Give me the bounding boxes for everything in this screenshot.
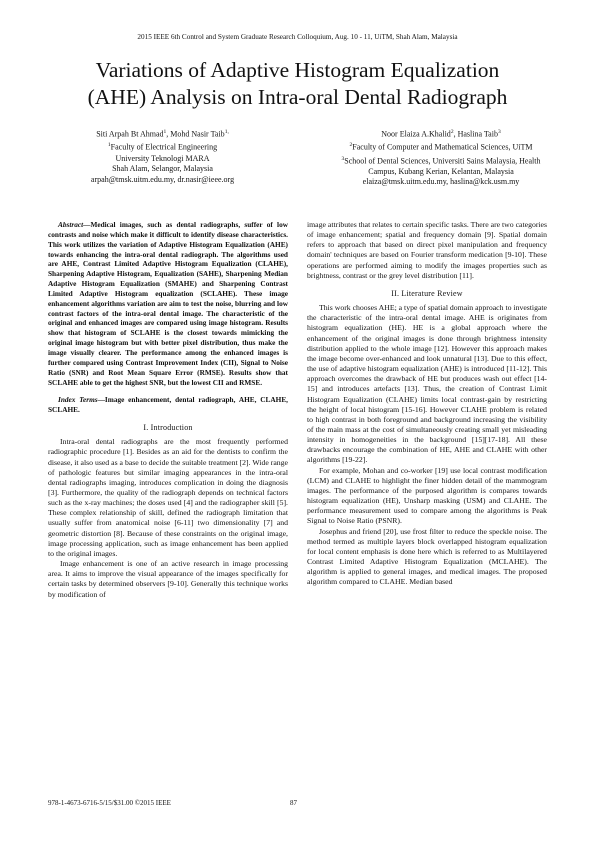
intro-paragraph-1: Intra-oral dental radiographs are the most frequently performed radiographic procedure [1]. Besides as an aid for the dentists to confirm the disease, it also used as a base to decide the suitable treatment [2]. Wide range of pathologic features but similar imaging appearances in the intra-oral dental radiographs imaging, introduces complication in doing the diagnosis [3]. Furthermore, the quality of the radiograph depends on technical factors such as the x-ray machines; the doses used [4] and the radiographer skill [5]. These complex relationship of skill, defined the radiograph limitation that usually suffer from anatomical noise [6-11] two dimensionality [7] and geometric distortion [8]. Because of these constraints on the original image, image processing application, such as image enhancement has been applied to the original images. xyxy=(48,437,288,558)
footer-isbn: 978-1-4673-6716-5/15/$31.00 ©2015 IEEE xyxy=(48,799,171,807)
paper-title xyxy=(30,57,565,111)
affiliation-left: $^1$Faculty of Electrical Engineering xyxy=(107,142,218,152)
page-number: 87 xyxy=(290,799,297,807)
affiliation-right-1: $^2$Faculty of Computer and Mathematical Sciences, UiTM xyxy=(349,142,533,152)
section-heading-literature-review: II. Literature Review xyxy=(391,288,463,298)
intro-paragraph-continued: image attributes that relates to certain specific tasks. There are two categories of image enhancement; spatial and frequency domain [9]. Spatial domain refers to approach that based on direct pixel manipulation and frequency domain' techniques are based on Fourier transform medication [9-10]. These operations are performed aiming to modify the images properties such as brightness, contrast or the grey level distribution [11]. xyxy=(307,220,548,280)
abstract-text: —Medical images, such as dental radiographs, suffer of low contrasts and noise which make it difficult to identify disease characteristics. This work utilizes the variation of Adaptive Histogram Equalization (AHE) towards enhancing the intra-oral dental radiograph. The algorithms used are AHE, Contrast Limited Adaptive Histogram Equalization (CLAHE), Sharpening Adaptive Histogram, Equalization (SAHE), Sharpening Median Adaptive Histogram Equalization (SMAHE) and Sharpening Contrast Limited Adaptive Histogram equalization (SCLAHE). These image enhancement algorithms variation are aim to test the noise, blurring and low contrast factors of the intra-oral dental image. The characteristic of the original and enhanced images are compared using image histogram. Results show that histogram of SCLAHE is the closest towards mimicking the original image histogram but with better pixel distribution, thus make the image visually clearer. The performance among the enhanced images is further compared using Contrast Improvement Index (CII), Signal to Noise Ratio (SNR) and Root Mean Square Error (RMSE). Results show that SCLAHE able to get the highest SNR, but the lowest CII and RMSE. xyxy=(48,220,288,387)
author-block-left xyxy=(40,127,285,185)
title-line-1: Variations of Adaptive Histogram Equalization xyxy=(95,58,500,82)
location-right: Campus, Kubang Kerian, Kelantan, Malaysia xyxy=(368,166,514,176)
section-heading-introduction: I. Introduction xyxy=(143,423,193,433)
title-line-2: (AHE) Analysis on Intra-oral Dental Radiograph xyxy=(87,85,508,109)
index-terms-text: —Image enhancement, dental radiograph, AHE, CLAHE, SCLAHE. xyxy=(48,395,289,415)
right-column xyxy=(307,220,547,587)
literature-paragraph-1: This work chooses AHE; a type of spatial domain approach to investigate the characteristic of the intra-oral dental image. AHE is originates from histogram equalization (HE). HE is a global approach where the enhancement of the original images is done through brightness intensity distribution applied to the whole image [12]. However this approach makes the image become over-enhanced and look unnatural [13]. Due to this effect, the use of adaptive histogram equalization (AHE) is introduced [11-12]. This approach overcomes the drawback of HE but produces wash out effect [14-15] and introduces artefacts [13]. Thus, the creation of Contrast Limit Histogram Equalization (CLAHE) limits local contrast-gain by restricting the height of local histogram [15-16]. However CLAHE problem is related to high contrast in both foreground and background increasing the visibility of the main mass at the cost of simultaneously creating small yet misleading intensity in homogeneities in the background [15][17-18]. All these drawbacks encourage the combination of HE, AHE and CLAHE with other algorithms [19-22]. xyxy=(307,303,547,465)
literature-paragraph-2: For example, Mohan and co-worker [19] use local contrast modification (LCM) and CLAHE to highlight the finer hidden detail of the mammogram images. The performance of the purposed algorithm is compares towards histogram equalization (HE), Unsharp masking (USM) and CLAHE. The performance measurement used to compare among the algorithms is Peak Signal to Noise Ratio (PSNR). xyxy=(307,465,547,526)
conference-header: 2015 IEEE 6th Control and System Graduate Research Colloquium, Aug. 10 - 11, UiTM, Shah Alam, Malaysia xyxy=(137,33,458,41)
intro-paragraph-2: Image enhancement is one of an active research in image processing area. It aims to improve the visual appearance of the images specifically for certain tasks by determined observers [9-10]. Generally this technique works by modification of xyxy=(48,559,288,599)
index-terms xyxy=(48,395,288,415)
literature-paragraph-3: Josephus and friend [20], use frost filter to reduce the speckle noise. The method termed as multiple layers block overlapped histogram equalization for local content emphasis is done here which is referred to as Multilayered Contrast Limited Adaptive Histogram Equalization (MCLAHE). The algorithm is applied to general images, and medical images. The proposed algorithm compared to CLAHE. Median based xyxy=(307,526,547,587)
email-left[interactable]: arpah@tmsk.uitm.edu.my, dr.nasir@ieee.org xyxy=(90,174,235,184)
location-left: Shah Alam, Selangor, Malaysia xyxy=(112,164,213,174)
affiliation-right-2: $^3$School of Dental Sciences, Universiti Sains Malaysia, Health xyxy=(341,155,541,166)
university-left: University Teknologi MARA xyxy=(115,153,210,163)
author-names-right: Noor Elaiza A.Khalid$^2$, Haslina Taib$^3$ xyxy=(381,129,501,139)
author-block-right xyxy=(306,127,576,188)
abstract-label: Abstract xyxy=(58,220,84,229)
index-terms-label: Index Terms xyxy=(58,395,98,405)
left-column xyxy=(48,220,288,600)
email-right[interactable]: elaiza@tmsk.uitm.edu.my, haslina@kck.usm.my xyxy=(362,177,520,187)
abstract xyxy=(48,220,288,387)
author-names-left: Siti Arpah Bt Ahmad$^1$, Mohd Nasir Taib$^{1,}$ xyxy=(96,129,229,139)
